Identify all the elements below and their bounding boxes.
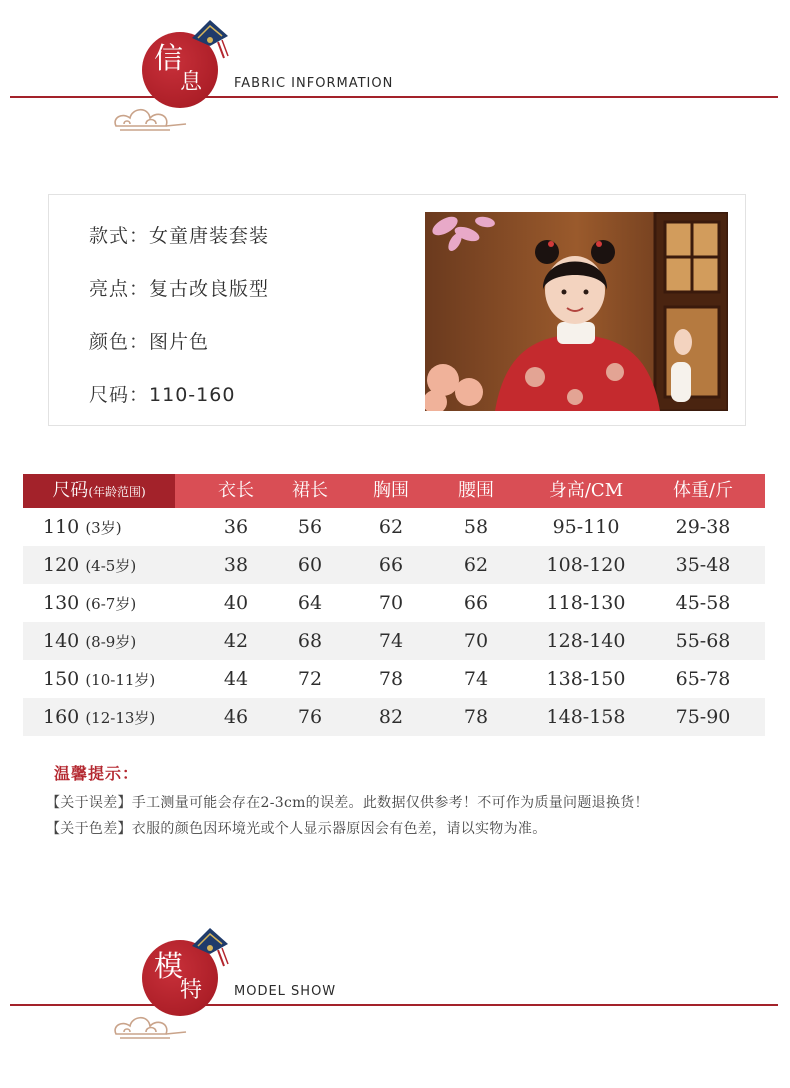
header-col-chest: 胸围 bbox=[373, 480, 409, 501]
header-size bbox=[23, 474, 175, 508]
cell-length: 46 bbox=[223, 706, 249, 728]
header-col-length: 衣长 bbox=[218, 480, 254, 501]
age-range: (12-13岁) bbox=[85, 709, 156, 727]
cell-weight: 75-90 bbox=[675, 706, 731, 728]
age-range: (6-7岁) bbox=[85, 595, 137, 613]
size-value: 140 bbox=[43, 630, 80, 652]
fan-ornament-icon bbox=[188, 924, 232, 968]
row-size bbox=[43, 508, 122, 546]
cell-skirt: 56 bbox=[297, 516, 323, 538]
fan-ornament-icon bbox=[188, 16, 232, 60]
cell-chest: 82 bbox=[378, 706, 404, 728]
cell-chest: 70 bbox=[378, 592, 404, 614]
info-value: 图片色 bbox=[149, 331, 210, 353]
cell-weight: 35-48 bbox=[675, 554, 731, 576]
cell-skirt: 68 bbox=[297, 630, 323, 652]
section-title-en: MODEL SHOW bbox=[234, 984, 337, 999]
cell-height: 108-120 bbox=[546, 554, 626, 576]
badge-char-1: 信 bbox=[154, 41, 184, 75]
cell-weight: 45-58 bbox=[675, 592, 731, 614]
header-col-waist: 腰围 bbox=[458, 480, 494, 501]
row-size bbox=[43, 698, 155, 736]
info-value: 110-160 bbox=[149, 384, 236, 406]
age-range: (4-5岁) bbox=[85, 557, 137, 575]
size-value: 160 bbox=[43, 706, 80, 728]
table-row bbox=[23, 546, 765, 584]
product-info-box bbox=[48, 194, 746, 426]
cell-waist: 58 bbox=[463, 516, 489, 538]
header-col-height: 身高/CM bbox=[548, 480, 624, 501]
age-range: (3岁) bbox=[85, 519, 122, 537]
tips-title: 温馨提示： bbox=[54, 764, 140, 783]
size-value: 120 bbox=[43, 554, 80, 576]
cell-skirt: 60 bbox=[297, 554, 323, 576]
info-key: 尺码： bbox=[89, 384, 150, 406]
size-value: 130 bbox=[43, 592, 80, 614]
row-size bbox=[43, 622, 136, 660]
table-row bbox=[23, 584, 765, 622]
info-key: 款式： bbox=[89, 225, 150, 247]
table-row bbox=[23, 660, 765, 698]
cell-waist: 62 bbox=[463, 554, 489, 576]
badge-char-2: 息 bbox=[180, 70, 203, 95]
cell-weight: 65-78 bbox=[675, 668, 731, 690]
cell-length: 40 bbox=[223, 592, 249, 614]
row-size bbox=[43, 546, 136, 584]
size-value: 150 bbox=[43, 668, 80, 690]
section-divider bbox=[10, 1004, 778, 1006]
info-row-color bbox=[89, 327, 209, 354]
row-size bbox=[43, 660, 155, 698]
cell-height: 148-158 bbox=[546, 706, 626, 728]
row-size bbox=[43, 584, 136, 622]
cell-height: 118-130 bbox=[546, 592, 626, 614]
cell-chest: 74 bbox=[378, 630, 404, 652]
cell-waist: 78 bbox=[463, 706, 489, 728]
cell-length: 36 bbox=[223, 516, 249, 538]
table-header bbox=[23, 474, 765, 508]
cell-height: 95-110 bbox=[552, 516, 620, 538]
cell-length: 42 bbox=[223, 630, 249, 652]
note-measurement-error: 【关于误差】手工测量可能会存在2-3cm的误差。此数据仅供参考！不可作为质量问题退换货！ bbox=[46, 795, 649, 811]
cell-height: 128-140 bbox=[546, 630, 626, 652]
cell-skirt: 72 bbox=[297, 668, 323, 690]
info-row-style bbox=[89, 221, 269, 248]
table-row bbox=[23, 508, 765, 546]
cell-chest: 62 bbox=[378, 516, 404, 538]
section-title-en: FABRIC INFORMATION bbox=[234, 76, 394, 91]
info-key: 亮点： bbox=[89, 278, 150, 300]
cell-waist: 70 bbox=[463, 630, 489, 652]
cell-weight: 55-68 bbox=[675, 630, 731, 652]
product-photo bbox=[425, 212, 728, 411]
cell-length: 38 bbox=[223, 554, 249, 576]
info-value: 复古改良版型 bbox=[149, 278, 270, 300]
cell-chest: 66 bbox=[378, 554, 404, 576]
info-key: 颜色： bbox=[89, 331, 150, 353]
badge-char-1: 模 bbox=[154, 949, 184, 983]
info-row-size bbox=[89, 380, 235, 407]
cell-waist: 66 bbox=[463, 592, 489, 614]
cell-skirt: 76 bbox=[297, 706, 323, 728]
section-divider bbox=[10, 96, 778, 98]
note-color-difference: 【关于色差】衣服的颜色因环境光或个人显示器原因会有色差，请以实物为准。 bbox=[46, 821, 547, 837]
cell-waist: 74 bbox=[463, 668, 489, 690]
info-value: 女童唐装套装 bbox=[149, 225, 270, 247]
header-col-weight: 体重/斤 bbox=[672, 480, 734, 501]
table-row bbox=[23, 622, 765, 660]
age-range: (10-11岁) bbox=[85, 671, 156, 689]
size-table bbox=[23, 474, 765, 736]
cell-length: 44 bbox=[223, 668, 249, 690]
badge-char-2: 特 bbox=[180, 978, 203, 1003]
cell-weight: 29-38 bbox=[675, 516, 731, 538]
table-row bbox=[23, 698, 765, 736]
header-col-skirt: 裙长 bbox=[292, 480, 328, 501]
cell-height: 138-150 bbox=[546, 668, 626, 690]
info-row-highlight bbox=[89, 274, 269, 301]
age-range: (8-9岁) bbox=[85, 633, 137, 651]
size-value: 110 bbox=[43, 516, 80, 538]
header-size-label: 尺码 bbox=[52, 480, 89, 501]
cell-chest: 78 bbox=[378, 668, 404, 690]
cell-skirt: 64 bbox=[297, 592, 323, 614]
header-size-note: (年龄范围) bbox=[88, 485, 146, 499]
